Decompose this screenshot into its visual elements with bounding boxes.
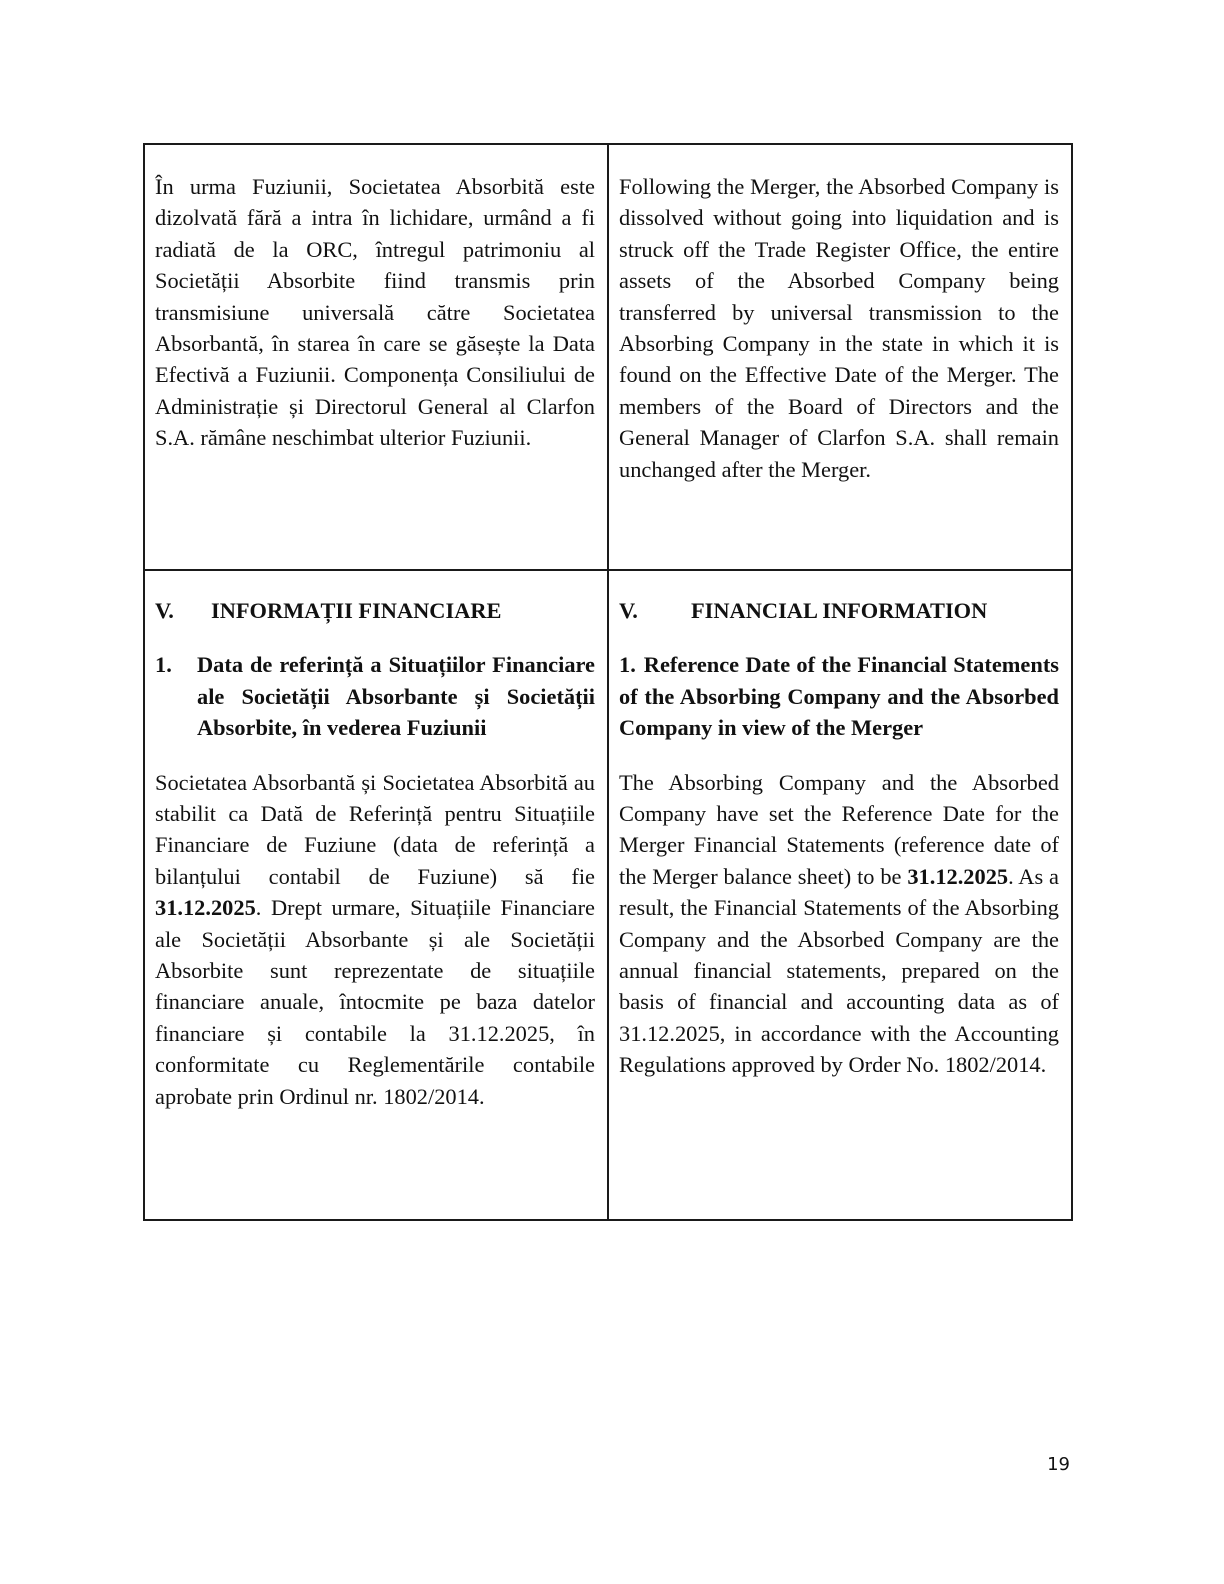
page-number: 19 [1047, 1454, 1070, 1475]
body-en-after-date: . As a result, the Financial Statements of the Absorbing Company and the Absorbed Company are the annual financial statements, prepared on the basis of financial and accounting data as of 31.12.2025, in accordance with the Accounting Regulations approved by Order No. 1802/2014. [619, 863, 1059, 1078]
paragraph-ro-merger-effects: În urma Fuziunii, Societatea Absorbită este dizolvată fără a intra în lichidare, urmând a fi radiată de la ORC, întregul patrimoniu al Societății Absorbite fiind transmis prin transmisiune universală către Societatea Absorbantă, în starea în care se găsește la Data Efectivă a Fuziunii. Componența Consiliului de Administrație și Directorul General al Clarfon S.A. rămâne neschimbat ulterior Fuziunii. [155, 174, 595, 451]
paragraph-en-merger-effects: Following the Merger, the Absorbed Company is dissolved without going into liquidation and is struck off the Trade Register Office, the entire assets of the Absorbed Company being transferred by universal transmission to the Absorbing Company in the state in which it is found on the Effective Date of the Merger. The members of the Board of Directors and the General Manager of Clarfon S.A. shall remain unchanged after the Merger. [619, 174, 1059, 482]
section-title-ro: INFORMAȚII FINANCIARE [211, 598, 502, 623]
reference-date-ro: 31.12.2025 [155, 895, 256, 921]
section-number-ro: V. [155, 598, 174, 623]
sub-heading-en [619, 649, 1059, 743]
sub-title-ro: Data de referință a Situațiilor Financiare ale Societății Absorbante și Societății Absorbite, în vederea Fuziunii [197, 652, 595, 741]
paragraph-en-reference-date [619, 767, 1059, 1081]
reference-date-en: 31.12.2025 [907, 863, 1009, 889]
cell-ro-merger-effects [144, 144, 608, 570]
section-heading-ro [155, 595, 595, 626]
sub-heading-ro [155, 649, 595, 743]
sub-number-en: 1. [619, 652, 636, 678]
section-number-en: V. [619, 598, 638, 623]
bilingual-table [143, 143, 1073, 1221]
cell-ro-financial-information [144, 570, 608, 1220]
table-row [144, 144, 1072, 570]
cell-en-merger-effects [608, 144, 1072, 570]
body-ro-after-date: . Drept urmare, Situațiile Financiare ale Societății Absorbante și ale Societății Absorbite sunt reprezentate de situațiile financiare anuale, întocmite pe baza datelor financiare și contabile la 31.12.2025, în conformitate cu Reglementările contabile aprobate prin Ordinul nr. 1802/2014. [155, 895, 595, 1109]
table-row [144, 570, 1072, 1220]
body-en-before-date: The Absorbing Company and the Absorbed Company have set the Reference Date for the Merger Financial Statements (reference date of the Merger balance sheet) to be [619, 769, 1059, 889]
sub-title-en: Reference Date of the Financial Statements of the Absorbing Company and the Absorbed Company in view of the Merger [619, 652, 1059, 741]
section-heading-en [619, 595, 1059, 626]
section-title-en: FINANCIAL INFORMATION [691, 598, 988, 623]
paragraph-ro-reference-date [155, 767, 595, 1112]
sub-number-ro: 1. [155, 652, 172, 678]
cell-en-financial-information [608, 570, 1072, 1220]
body-ro-before-date: Societatea Absorbantă și Societatea Absorbită au stabilit ca Dată de Referință pentru Situațiile Financiare de Fuziune (data de referință a bilanțului contabil de Fuziune) să fie [155, 769, 595, 889]
